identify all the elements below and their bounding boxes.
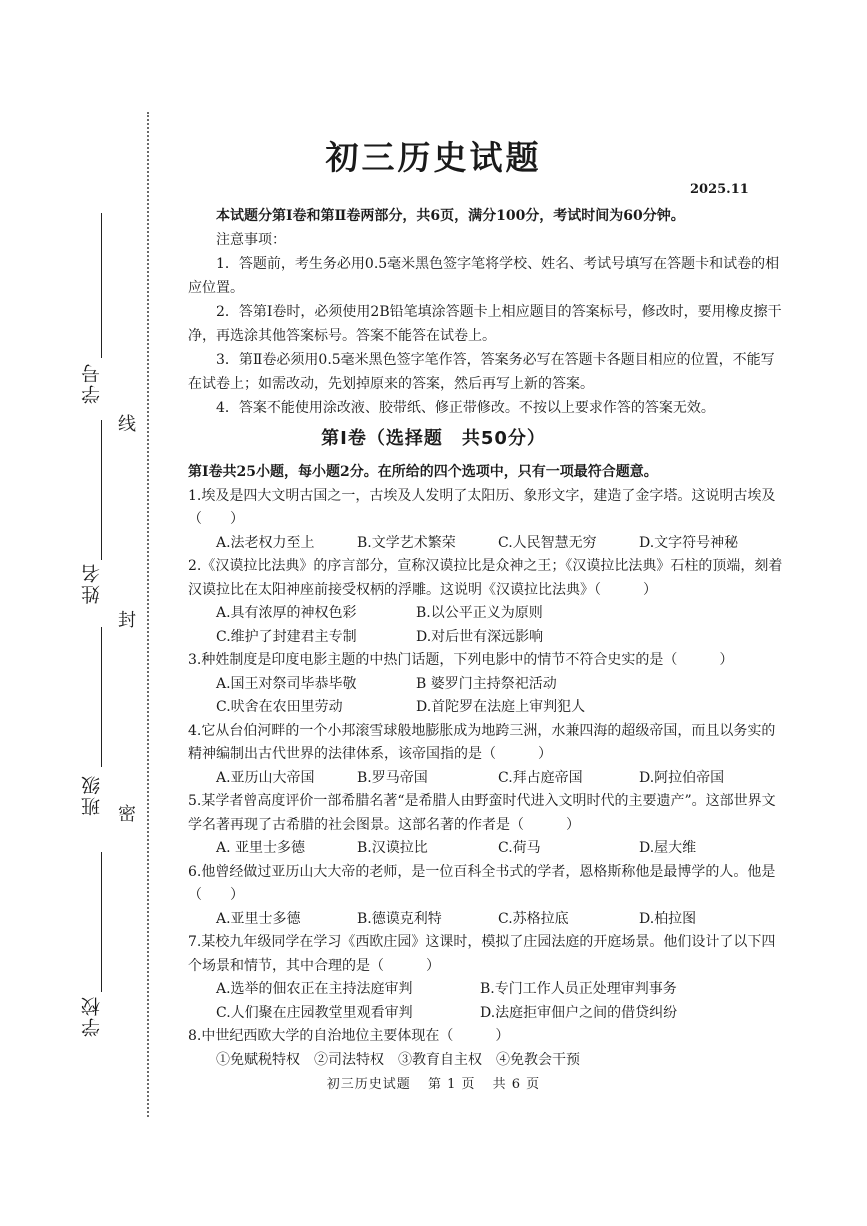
question-2: [188, 555, 788, 649]
footer-exam-name: 初三历史试题: [326, 1077, 411, 1092]
exam-instructions: [188, 204, 788, 420]
option-d: D.阿拉伯帝国: [639, 769, 725, 786]
notice-item: 4．答案不能使用涂改液、胶带纸、修正带修改。不按以上要求作答的答案无效。: [216, 400, 715, 416]
option-c: C.人民智慧无穷: [498, 534, 597, 551]
seal-char-seal: 封: [118, 610, 136, 631]
question-stem: 4.它从台伯河畔的一个小邦滚雪球般地膨胀成为地跨三洲，水兼四海的超级帝国，而且以务实的精神编制出古代世界的法律体系，该帝国指的是（ ）: [188, 722, 776, 762]
option-row: [188, 696, 788, 720]
option-c: C.苏格拉底: [498, 910, 569, 927]
exam-date: 2025.11: [690, 182, 749, 197]
section-title: 第Ⅰ卷（选择题 共50分）: [321, 428, 546, 449]
option-c: C.荷马: [498, 840, 541, 856]
notice-item: 1．答题前，考生务必用0.5毫米黑色签字笔将学校、姓名、考试号填写在答题卡和试卷的相应位置。: [188, 256, 780, 296]
option-a: A.国王对祭司毕恭毕敬: [216, 675, 357, 692]
option-d: D.文字符号神秘: [639, 534, 739, 551]
option-b: B.德谟克利特: [357, 910, 442, 927]
page-title: 初三历史试题: [325, 138, 542, 177]
option-d: D.对后世有深远影响: [416, 628, 544, 645]
option-row: [188, 767, 788, 791]
option-c: C.拜占庭帝国: [498, 769, 583, 786]
option-a: A.选举的佃农正在主持法庭审判: [216, 981, 413, 997]
seal-char-secret: 密: [118, 804, 136, 825]
question-7: [188, 931, 788, 1025]
option-d: D.屋大维: [639, 840, 697, 856]
question-stem: 3.种姓制度是印度电影主题的中热门话题，下列电影中的情节不符合史实的是（ ）: [188, 652, 734, 668]
option-row: [188, 978, 788, 1002]
question-6: [188, 861, 788, 932]
option-b: B 婆罗门主持祭祀活动: [416, 675, 557, 692]
option-b: B.汉谟拉比: [357, 840, 428, 856]
name-label: 姓名: [81, 562, 103, 604]
question-stem: 2.《汉谟拉比法典》的序言部分，宣称汉谟拉比是众神之王；《汉谟拉比法典》石柱的顶端，刻着汉谟拉比在太阳神座前接受权柄的浮雕。这说明《汉谟拉比法典》（ ）: [188, 558, 783, 598]
option-d: D.柏拉图: [639, 910, 697, 927]
option-row: [188, 1049, 788, 1073]
option-row: [188, 532, 788, 556]
notice-item: 2．答第Ⅰ卷时，必须使用2B铅笔填涂答题卡上相应题目的答案标号，修改时，要用橡皮擦干净，再选涂其他答案标号。答案不能答在试卷上。: [188, 304, 782, 344]
question-8: [188, 1025, 788, 1072]
class-label: 班级: [81, 774, 103, 816]
question-list: [188, 461, 788, 1072]
option-a: A.亚历山大帝国: [216, 769, 315, 786]
seal-char-line: 线: [118, 414, 136, 435]
option-a: A. 亚里士多德: [216, 840, 306, 856]
exam-summary: 本试题分第Ⅰ卷和第Ⅱ卷两部分，共6页，满分100分，考试时间为60分钟。: [216, 208, 685, 224]
option-c: C.吠舍在农田里劳动: [216, 699, 343, 715]
question-4: [188, 720, 788, 791]
question-stem: 7.某校九年级同学在学习《西欧庄园》这课时，模拟了庄园法庭的开庭场景。他们设计了以下四个场景和情节，其中合理的是（ ）: [188, 934, 776, 974]
option-b: B.专门工作人员正处理审判事务: [480, 981, 677, 997]
option-a: A.亚里士多德: [216, 910, 301, 927]
option-row: [188, 602, 788, 626]
option-d: D.法庭拒审佃户之间的借贷纠纷: [480, 1004, 678, 1021]
question-3: [188, 649, 788, 720]
page-footer: [0, 1073, 867, 1092]
option-statements: ①免赋税特权 ②司法特权 ③教育自主权 ④免教会干预: [216, 1051, 580, 1068]
footer-page-number: 第 1 页: [427, 1077, 476, 1092]
option-c: C.维护了封建君主专制: [216, 628, 357, 645]
school-label: 学校: [81, 995, 103, 1037]
question-stem: 1.埃及是四大文明古国之一，古埃及人发明了太阳历、象形文字，建造了金字塔。这说明古埃及（ ）: [188, 487, 776, 527]
option-b: B.文学艺术繁荣: [357, 534, 456, 551]
question-stem: 6.他曾经做过亚历山大大帝的老师，是一位百科全书式的学者，恩格斯称他是最博学的人。他是（ ）: [188, 863, 776, 903]
option-d: D.首陀罗在法庭上审判犯人: [416, 699, 586, 715]
option-a: A.法老权力至上: [216, 534, 315, 551]
option-row: [188, 626, 788, 650]
notice-item: 3．第Ⅱ卷必须用0.5毫米黑色签字笔作答，答案务必写在答题卡各题目相应的位置，不能写在试卷上；如需改动，先划掉原来的答案，然后再写上新的答案。: [188, 352, 775, 392]
footer-total-pages: 共 6 页: [492, 1077, 541, 1092]
option-row: [188, 837, 788, 861]
section-instruction: 第Ⅰ卷共25小题，每小题2分。在所给的四个选项中，只有一项最符合题意。: [188, 464, 658, 480]
question-stem: 8.中世纪西欧大学的自治地位主要体现在（ ）: [188, 1028, 510, 1044]
option-b: B.以公平正义为原则: [416, 605, 543, 621]
question-1: [188, 485, 788, 556]
student-id-label: 学号: [81, 362, 103, 404]
option-b: B.罗马帝国: [357, 769, 428, 786]
option-c: C.人们聚在庄园教堂里观看审判: [216, 1004, 413, 1021]
question-stem: 5.某学者曾高度评价一部希腊名著“是希腊人由野蛮时代进入文明时代的主要遗产”。这部世界文学名著再现了古希腊的社会图景。这部名著的作者是（ ）: [188, 793, 776, 833]
option-row: [188, 908, 788, 932]
question-5: [188, 790, 788, 861]
option-row: [188, 673, 788, 697]
option-a: A.具有浓厚的神权色彩: [216, 605, 357, 621]
school-blank[interactable]: [101, 852, 102, 992]
student-id-blank[interactable]: [101, 213, 102, 358]
option-row: [188, 1002, 788, 1026]
binding-dotted-line: [147, 112, 149, 1117]
notice-heading: 注意事项：: [216, 232, 286, 248]
class-blank[interactable]: [101, 627, 102, 767]
